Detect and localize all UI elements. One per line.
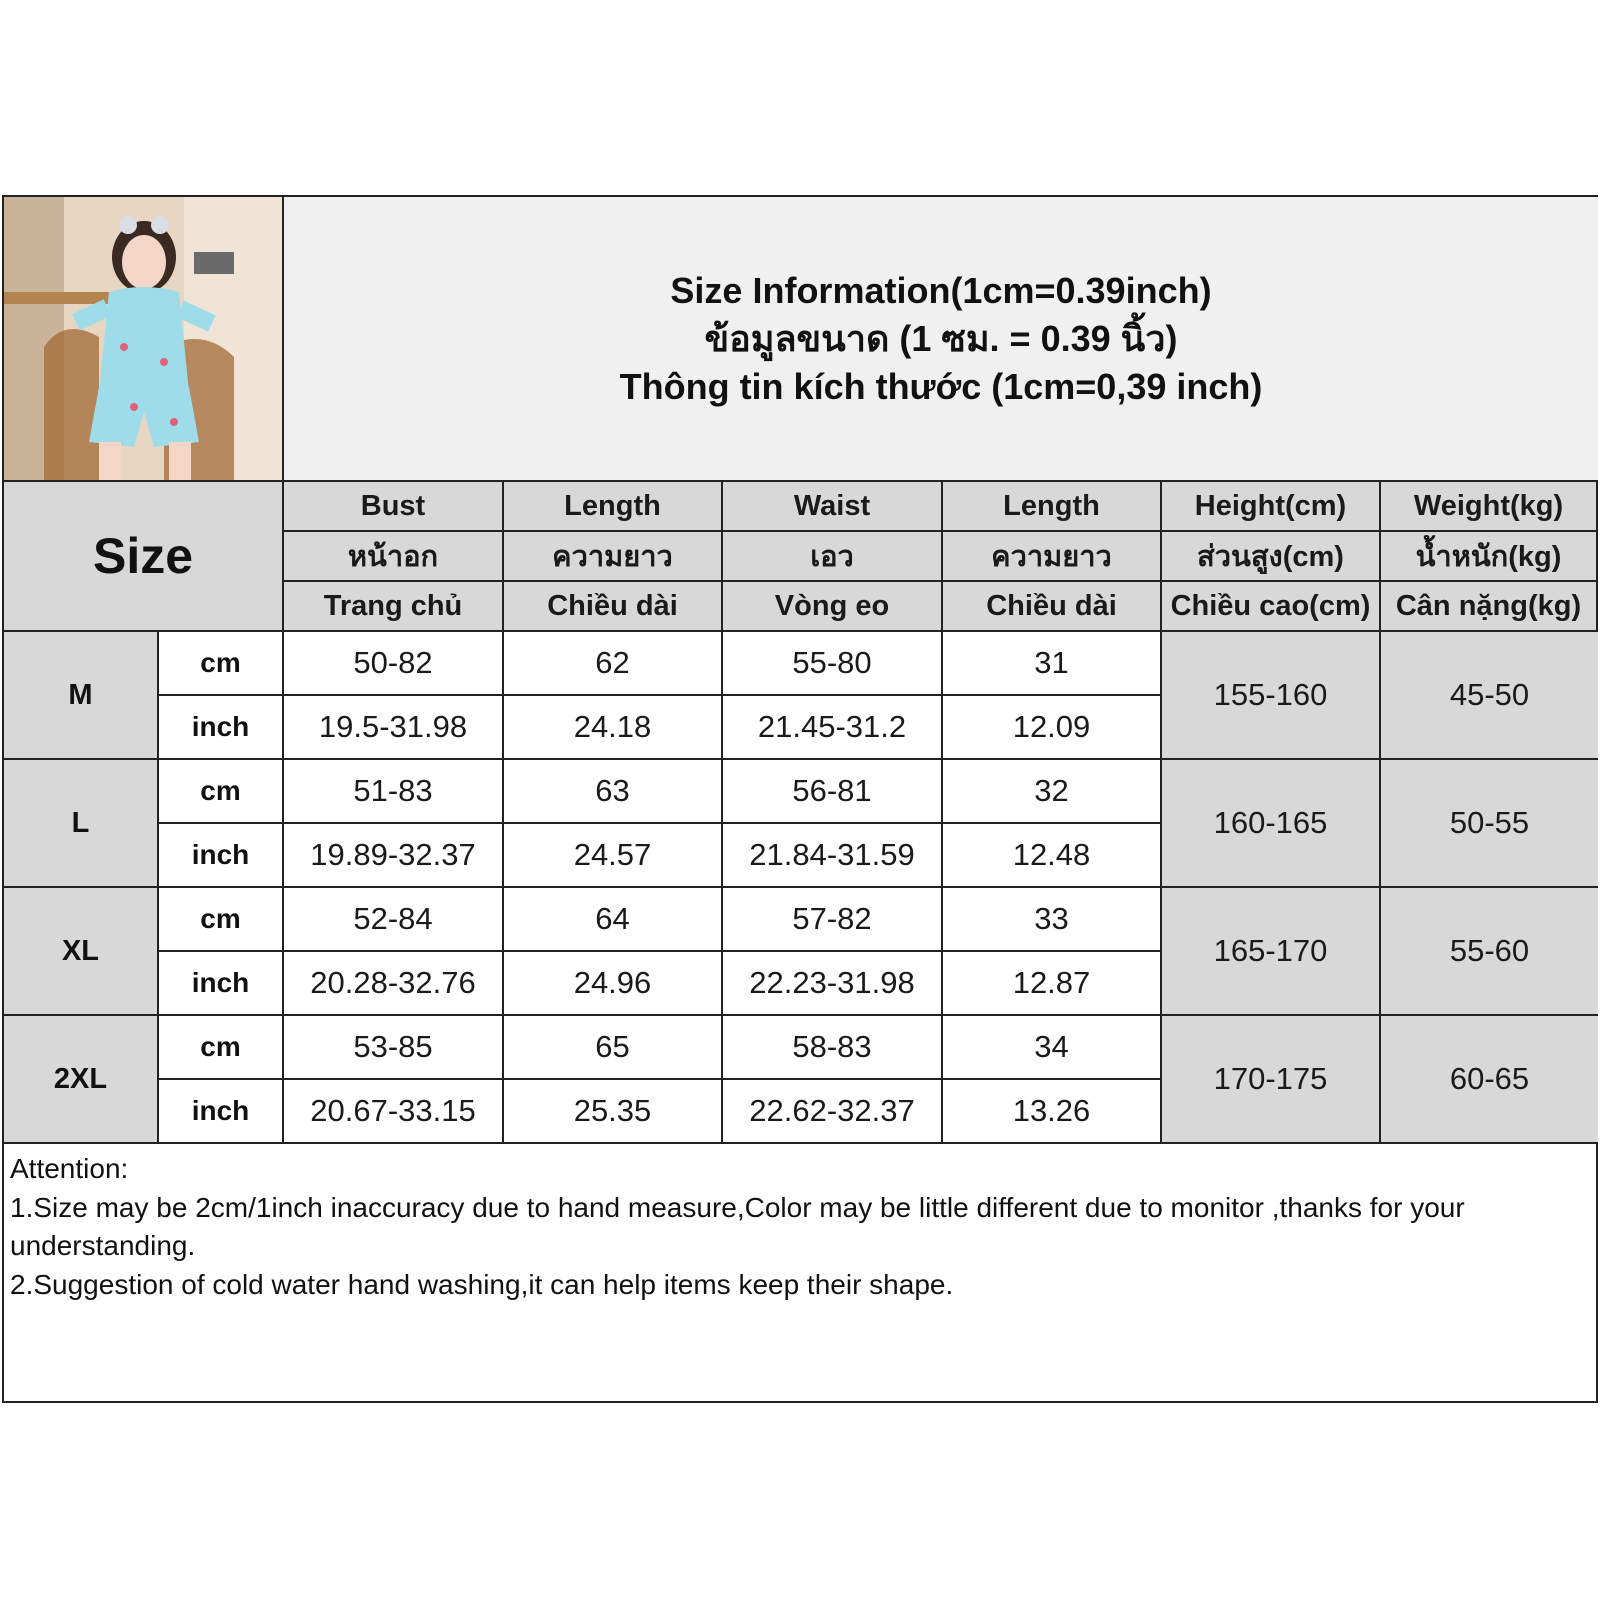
unit-label-inch: inch [159,952,284,1016]
unit-label-cm: cm [159,632,284,696]
weight-range-cell: 60-65 [1381,1016,1598,1144]
value-cell-cm: 57-82 [723,888,943,952]
column-header-3-vi: Vòng eo [723,582,943,632]
value-cell-cm: 64 [504,888,723,952]
value-cell-inch: 20.28-32.76 [284,952,504,1016]
column-header-3-en: Waist [723,482,943,532]
attention-line-2: 2.Suggestion of cold water hand washing,it can help items keep their shape. [10,1268,954,1300]
column-header-2-th: ความยาว [504,532,723,582]
value-cell-inch: 22.62-32.37 [723,1080,943,1144]
height-range-cell: 170-175 [1162,1016,1381,1144]
value-cell-cm: 51-83 [284,760,504,824]
value-cell-cm: 65 [504,1016,723,1080]
value-cell-inch: 19.5-31.98 [284,696,504,760]
size-column-header: Size [4,482,284,632]
column-header-4-vi: Chiều dài [943,582,1162,632]
value-cell-inch: 12.48 [943,824,1162,888]
value-cell-cm: 56-81 [723,760,943,824]
column-header-5-vi: Chiều cao(cm) [1162,582,1381,632]
value-cell-cm: 52-84 [284,888,504,952]
unit-label-inch: inch [159,696,284,760]
title-block [284,197,1598,482]
column-header-6-en: Weight(kg) [1381,482,1598,532]
value-cell-inch: 19.89-32.37 [284,824,504,888]
column-header-6-th: น้ำหนัก(kg) [1381,532,1598,582]
column-header-5-en: Height(cm) [1162,482,1381,532]
value-cell-inch: 24.57 [504,824,723,888]
value-cell-cm: 32 [943,760,1162,824]
weight-range-cell: 50-55 [1381,760,1598,888]
column-header-5-th: ส่วนสูง(cm) [1162,532,1381,582]
value-cell-cm: 62 [504,632,723,696]
size-label: L [4,760,159,888]
column-header-4-en: Length [943,482,1162,532]
product-photo [4,197,284,482]
value-cell-inch: 13.26 [943,1080,1162,1144]
column-header-1-th: หน้าอก [284,532,504,582]
size-chart [2,195,1598,1403]
value-cell-inch: 12.09 [943,696,1162,760]
column-header-3-th: เอว [723,532,943,582]
value-cell-cm: 53-85 [284,1016,504,1080]
unit-label-cm: cm [159,1016,284,1080]
value-cell-cm: 31 [943,632,1162,696]
attention-line-1: 1.Size may be 2cm/1inch inaccuracy due to hand measure,Color may be little different due to monitor ,thanks for your understanding. [10,1191,1465,1261]
attention-heading: Attention: [10,1153,129,1184]
height-range-cell: 160-165 [1162,760,1381,888]
unit-label-cm: cm [159,888,284,952]
value-cell-cm: 63 [504,760,723,824]
value-cell-cm: 55-80 [723,632,943,696]
unit-label-inch: inch [159,1080,284,1144]
value-cell-cm: 58-83 [723,1016,943,1080]
value-cell-inch: 25.35 [504,1080,723,1144]
value-cell-cm: 33 [943,888,1162,952]
unit-label-cm: cm [159,760,284,824]
column-header-2-en: Length [504,482,723,532]
size-label: XL [4,888,159,1016]
title-thai: ข้อมูลขนาด (1 ซม. = 0.39 นิ้ว) [704,317,1178,359]
title-vietnamese: Thông tin kích thước (1cm=0,39 inch) [619,365,1263,407]
value-cell-inch: 20.67-33.15 [284,1080,504,1144]
height-range-cell: 155-160 [1162,632,1381,760]
column-header-6-vi: Cân nặng(kg) [1381,582,1598,632]
attention-notes [4,1146,1596,1401]
value-cell-cm: 34 [943,1016,1162,1080]
size-label: M [4,632,159,760]
value-cell-inch: 12.87 [943,952,1162,1016]
value-cell-cm: 50-82 [284,632,504,696]
column-header-1-en: Bust [284,482,504,532]
unit-label-inch: inch [159,824,284,888]
value-cell-inch: 21.45-31.2 [723,696,943,760]
value-cell-inch: 24.96 [504,952,723,1016]
column-header-2-vi: Chiều dài [504,582,723,632]
weight-range-cell: 55-60 [1381,888,1598,1016]
size-label: 2XL [4,1016,159,1144]
height-range-cell: 165-170 [1162,888,1381,1016]
value-cell-inch: 22.23-31.98 [723,952,943,1016]
column-header-4-th: ความยาว [943,532,1162,582]
value-cell-inch: 24.18 [504,696,723,760]
weight-range-cell: 45-50 [1381,632,1598,760]
model-photo-image [4,197,282,480]
value-cell-inch: 21.84-31.59 [723,824,943,888]
title-english: Size Information(1cm=0.39inch) [670,269,1212,311]
column-header-1-vi: Trang chủ [284,582,504,632]
